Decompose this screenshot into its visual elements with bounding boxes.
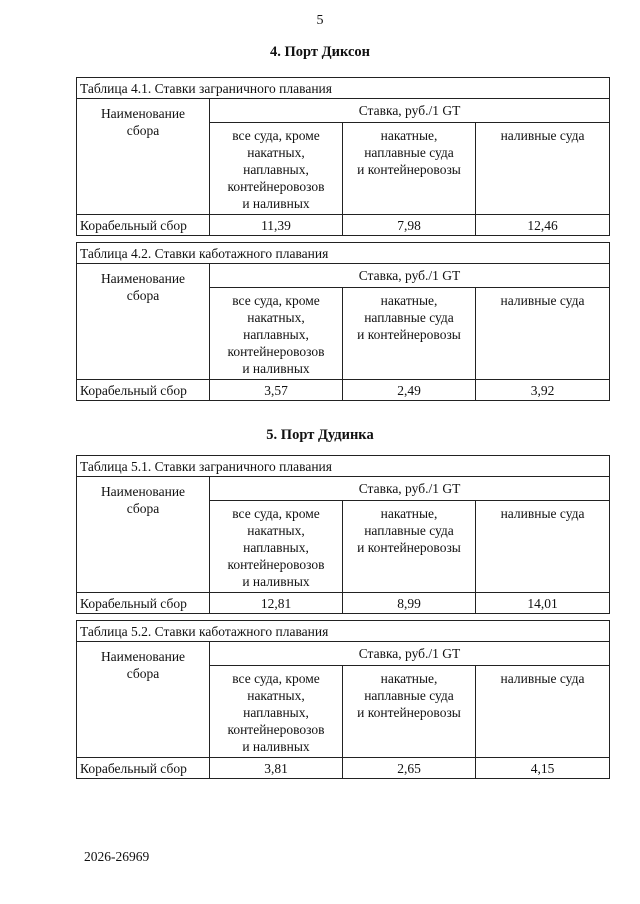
table-row xyxy=(77,215,610,236)
table-row xyxy=(77,758,610,779)
fee-name-header: Наименование сбора xyxy=(77,264,210,380)
rate-value: 3,81 xyxy=(210,758,343,779)
rate-value: 12,81 xyxy=(210,593,343,614)
page-number: 5 xyxy=(316,13,324,28)
column-header-roro-container: накатные, наплавные суда и контейнеровозы xyxy=(343,288,476,380)
rate-value: 2,49 xyxy=(343,380,476,401)
rate-value: 7,98 xyxy=(343,215,476,236)
column-header-tankers: наливные суда xyxy=(476,123,610,215)
table-caption: Таблица 5.1. Ставки заграничного плавания xyxy=(77,456,610,477)
row-label: Корабельный сбор xyxy=(77,380,210,401)
table-row xyxy=(77,380,610,401)
rate-table-4-1 xyxy=(76,77,610,236)
rate-value: 3,92 xyxy=(476,380,610,401)
section-title-dudinka: 5. Порт Дудинка xyxy=(266,427,374,443)
column-header-roro-container: накатные, наплавные суда и контейнеровозы xyxy=(343,666,476,758)
rate-value: 2,65 xyxy=(343,758,476,779)
rate-value: 14,01 xyxy=(476,593,610,614)
rate-value: 3,57 xyxy=(210,380,343,401)
column-header-roro-container: накатные, наплавные суда и контейнеровозы xyxy=(343,501,476,593)
row-label: Корабельный сбор xyxy=(77,758,210,779)
fee-name-header: Наименование сбора xyxy=(77,99,210,215)
fee-name-header: Наименование сбора xyxy=(77,642,210,758)
rate-value: 8,99 xyxy=(343,593,476,614)
column-header-general-vessels: все суда, кроме накатных, наплавных, контейнеровозов и наливных xyxy=(210,501,343,593)
table-row xyxy=(77,593,610,614)
rate-value: 11,39 xyxy=(210,215,343,236)
fee-name-header: Наименование сбора xyxy=(77,477,210,593)
rate-header: Ставка, руб./1 GT xyxy=(210,477,610,501)
table-caption: Таблица 4.2. Ставки каботажного плавания xyxy=(77,243,610,264)
column-header-tankers: наливные суда xyxy=(476,666,610,758)
rate-value: 12,46 xyxy=(476,215,610,236)
rate-header: Ставка, руб./1 GT xyxy=(210,264,610,288)
column-header-roro-container: накатные, наплавные суда и контейнеровозы xyxy=(343,123,476,215)
column-header-tankers: наливные суда xyxy=(476,501,610,593)
column-header-general-vessels: все суда, кроме накатных, наплавных, контейнеровозов и наливных xyxy=(210,666,343,758)
rate-header: Ставка, руб./1 GT xyxy=(210,99,610,123)
document-id: 2026-26969 xyxy=(84,849,150,864)
table-caption: Таблица 5.2. Ставки каботажного плавания xyxy=(77,621,610,642)
table-caption: Таблица 4.1. Ставки заграничного плавания xyxy=(77,78,610,99)
column-header-tankers: наливные суда xyxy=(476,288,610,380)
section-title-dikson: 4. Порт Диксон xyxy=(269,44,370,60)
row-label: Корабельный сбор xyxy=(77,215,210,236)
rate-table-4-2 xyxy=(76,242,610,401)
rate-table-5-2 xyxy=(76,620,610,779)
rate-header: Ставка, руб./1 GT xyxy=(210,642,610,666)
rate-value: 4,15 xyxy=(476,758,610,779)
column-header-general-vessels: все суда, кроме накатных, наплавных, контейнеровозов и наливных xyxy=(210,288,343,380)
rate-table-5-1 xyxy=(76,455,610,614)
column-header-general-vessels: все суда, кроме накатных, наплавных, контейнеровозов и наливных xyxy=(210,123,343,215)
row-label: Корабельный сбор xyxy=(77,593,210,614)
